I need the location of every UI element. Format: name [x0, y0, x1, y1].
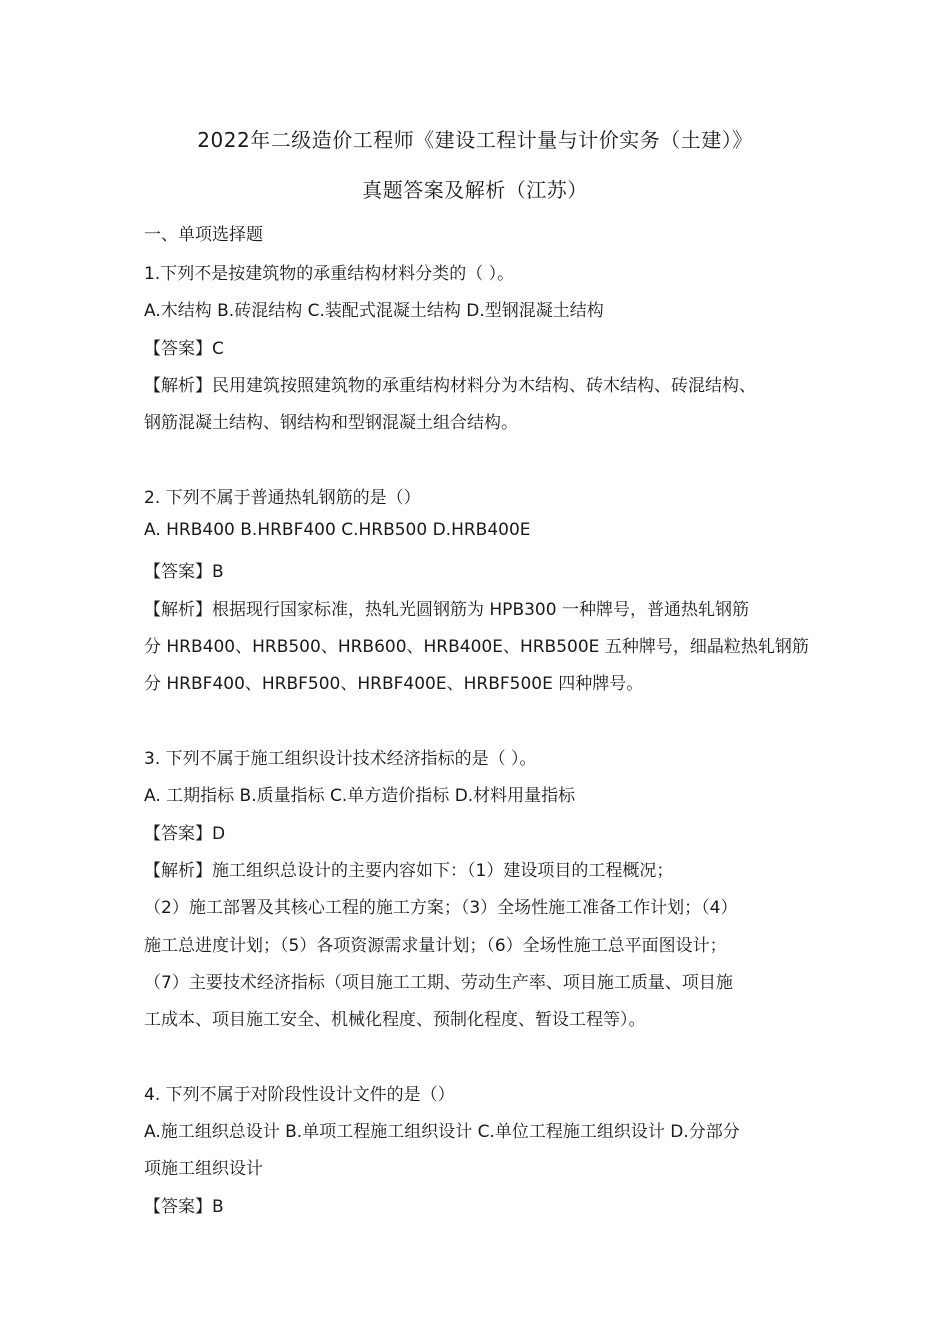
q4-question: 4. 下列不属于对阶段性设计文件的是（） [144, 1085, 455, 1105]
section-heading: 一、单项选择题 [144, 225, 263, 245]
q3-answer: 【答案】D [144, 824, 226, 844]
q3-analysis-line3: 施工总进度计划；（5）各项资源需求量计划；（6）全场性施工总平面图设计； [144, 936, 727, 956]
q2-analysis-line2: 分 HRB400、HRB500、HRB600、HRB400E、HRB500E 五种牌号，细晶粒热轧钢筋 [144, 637, 809, 657]
q4-options-line1: A.施工组织总设计 B.单项工程施工组织设计 C.单位工程施工组织设计 D.分部分 [144, 1122, 740, 1142]
q3-analysis-line5: 工成本、项目施工安全、机械化程度、预制化程度、暂设工程等）。 [144, 1010, 646, 1030]
q3-question: 3. 下列不属于施工组织设计技术经济指标的是（ ）。 [144, 749, 537, 769]
q2-answer: 【答案】B [144, 562, 224, 582]
q4-answer: 【答案】B [144, 1197, 224, 1217]
q1-answer: 【答案】C [144, 339, 224, 359]
q1-analysis-line2: 钢筋混凝土结构、钢结构和型钢混凝土组合结构。 [144, 413, 518, 433]
q4-options-line2: 项施工组织设计 [144, 1159, 263, 1179]
q3-options: A. 工期指标 B.质量指标 C.单方造价指标 D.材料用量指标 [144, 786, 576, 806]
q2-analysis-line1: 【解析】根据现行国家标准，热轧光圆钢筋为 HPB300 一种牌号，普通热轧钢筋 [144, 600, 749, 620]
document-title-line1: 2022年二级造价工程师《建设工程计量与计价实务（土建）》 [197, 128, 753, 152]
q1-question: 1.下列不是按建筑物的承重结构材料分类的（ ）。 [144, 264, 515, 284]
document-title-line2: 真题答案及解析（江苏） [362, 178, 588, 202]
q3-analysis-line4: （7）主要技术经济指标（项目施工工期、劳动生产率、项目施工质量、项目施 [144, 973, 733, 993]
q1-analysis-line1: 【解析】民用建筑按照建筑物的承重结构材料分为木结构、砖木结构、砖混结构、 [144, 376, 756, 396]
q3-analysis-line2: （2）施工部署及其核心工程的施工方案；（3）全场性施工准备工作计划；（4） [144, 898, 738, 918]
q3-analysis-line1: 【解析】施工组织总设计的主要内容如下：（1）建设项目的工程概况； [144, 861, 674, 881]
q2-options: A. HRB400 B.HRBF400 C.HRB500 D.HRB400E [144, 520, 531, 540]
q2-analysis-line3: 分 HRBF400、HRBF500、HRBF400E、HRBF500E 四种牌号。 [144, 674, 644, 694]
q1-options: A.木结构 B.砖混结构 C.装配式混凝土结构 D.型钢混凝土结构 [144, 301, 604, 321]
q2-question: 2. 下列不属于普通热轧钢筋的是（） [144, 488, 421, 508]
